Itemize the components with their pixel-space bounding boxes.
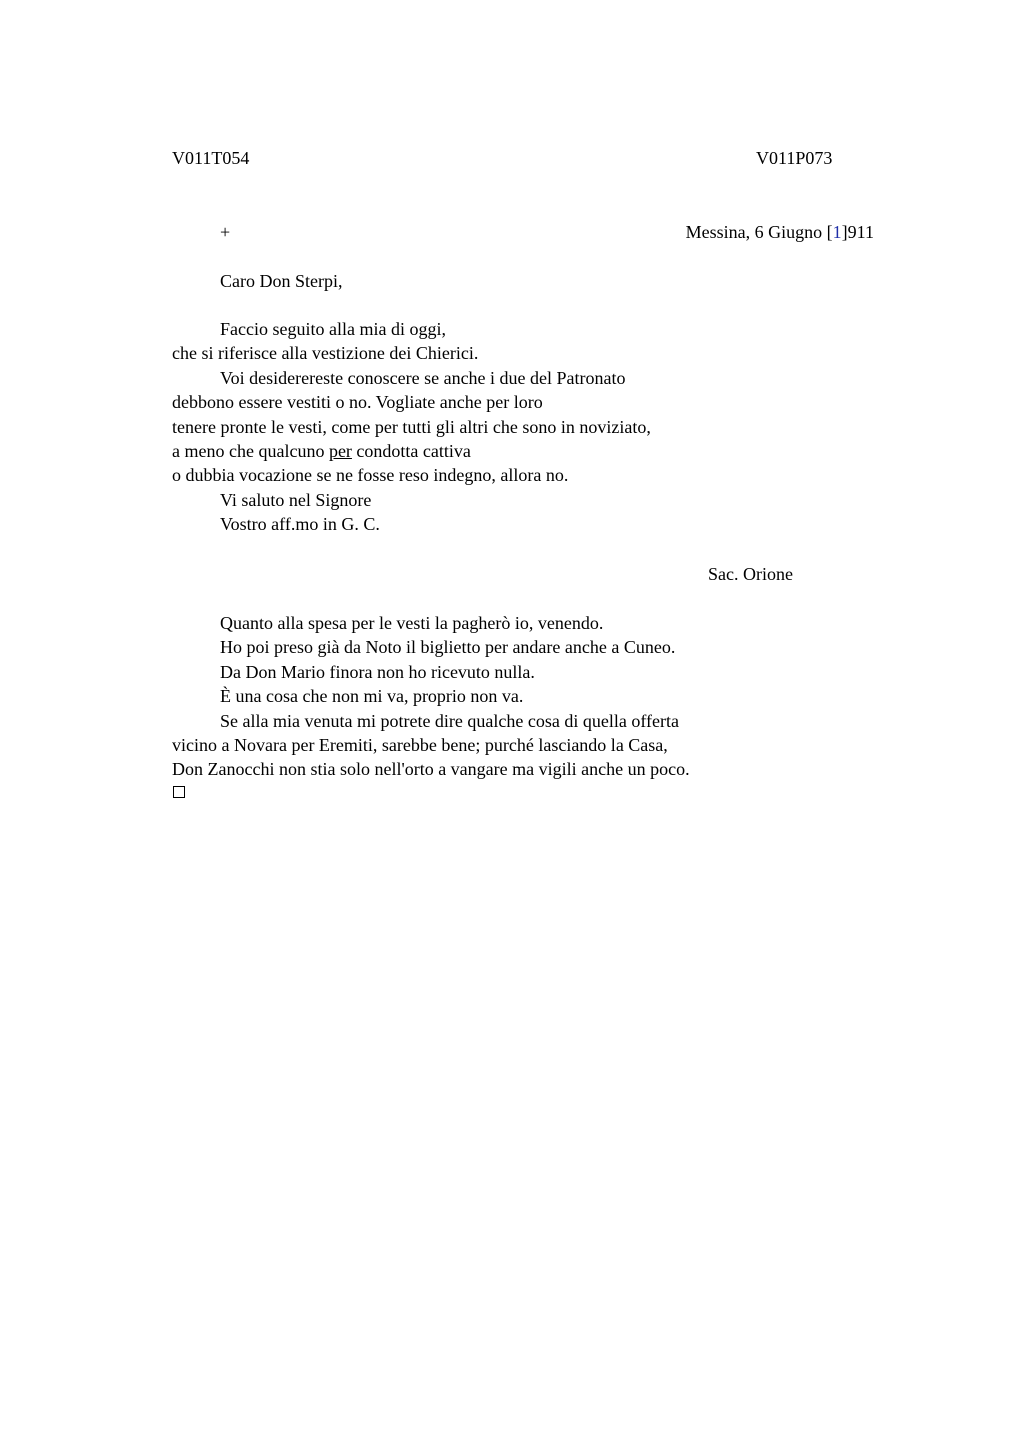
body-line: Vostro aff.mo in G. C. [220,514,380,535]
signature: Sac. Orione [708,564,793,584]
underlined-word: per [328,440,352,461]
place-date-bracket-number: 1 [832,222,842,242]
place-date [686,220,874,244]
place-date-suffix: ]911 [841,222,874,242]
letter-body [172,317,872,537]
postscript-line: È una cosa che non mi va, proprio non va. [220,686,524,707]
postscript-line: Don Zanocchi non stia solo nell'orto a vangare ma vigili anche un poco. [172,759,690,780]
body-line: o dubbia vocazione se ne fosse reso indegno, allora no. [172,465,569,486]
body-line [172,439,872,463]
place-date-prefix: Messina, 6 Giugno [ [685,222,833,242]
body-line: debbono essere vestiti o no. Vogliate anche per loro [172,392,543,413]
body-line-text: a meno che qualcuno [172,440,329,461]
end-of-document-box-icon [173,786,185,798]
body-line: tenere pronte le vesti, come per tutti gli altri che sono in noviziato, [172,416,651,437]
postscript-line: vicino a Novara per Eremiti, sarebbe bene; purché lasciando la Casa, [172,734,668,755]
cross-mark: + [220,222,231,242]
body-line: Vi saluto nel Signore [220,489,372,510]
postscript-line: Da Don Mario finora non ho ricevuto nulla. [220,661,535,682]
body-line: Voi desiderereste conoscere se anche i due del Patronato [220,367,626,388]
body-line: Faccio seguito alla mia di oggi, [220,319,446,339]
header-right-code: V011P073 [756,148,833,168]
header-left-code: V011T054 [172,148,250,168]
body-line: che si riferisce alla vestizione dei Chierici. [172,343,479,364]
salutation: Caro Don Sterpi, [220,271,343,291]
postscript-line: Quanto alla spesa per le vesti la pagherò io, venendo. [220,613,604,633]
body-line-text: condotta cattiva [351,440,471,461]
postscript-line: Ho poi preso già da Noto il biglietto per andare anche a Cuneo. [220,637,676,658]
postscript-line: Se alla mia venuta mi potrete dire qualche cosa di quella offerta [220,710,679,731]
postscript [172,611,872,782]
